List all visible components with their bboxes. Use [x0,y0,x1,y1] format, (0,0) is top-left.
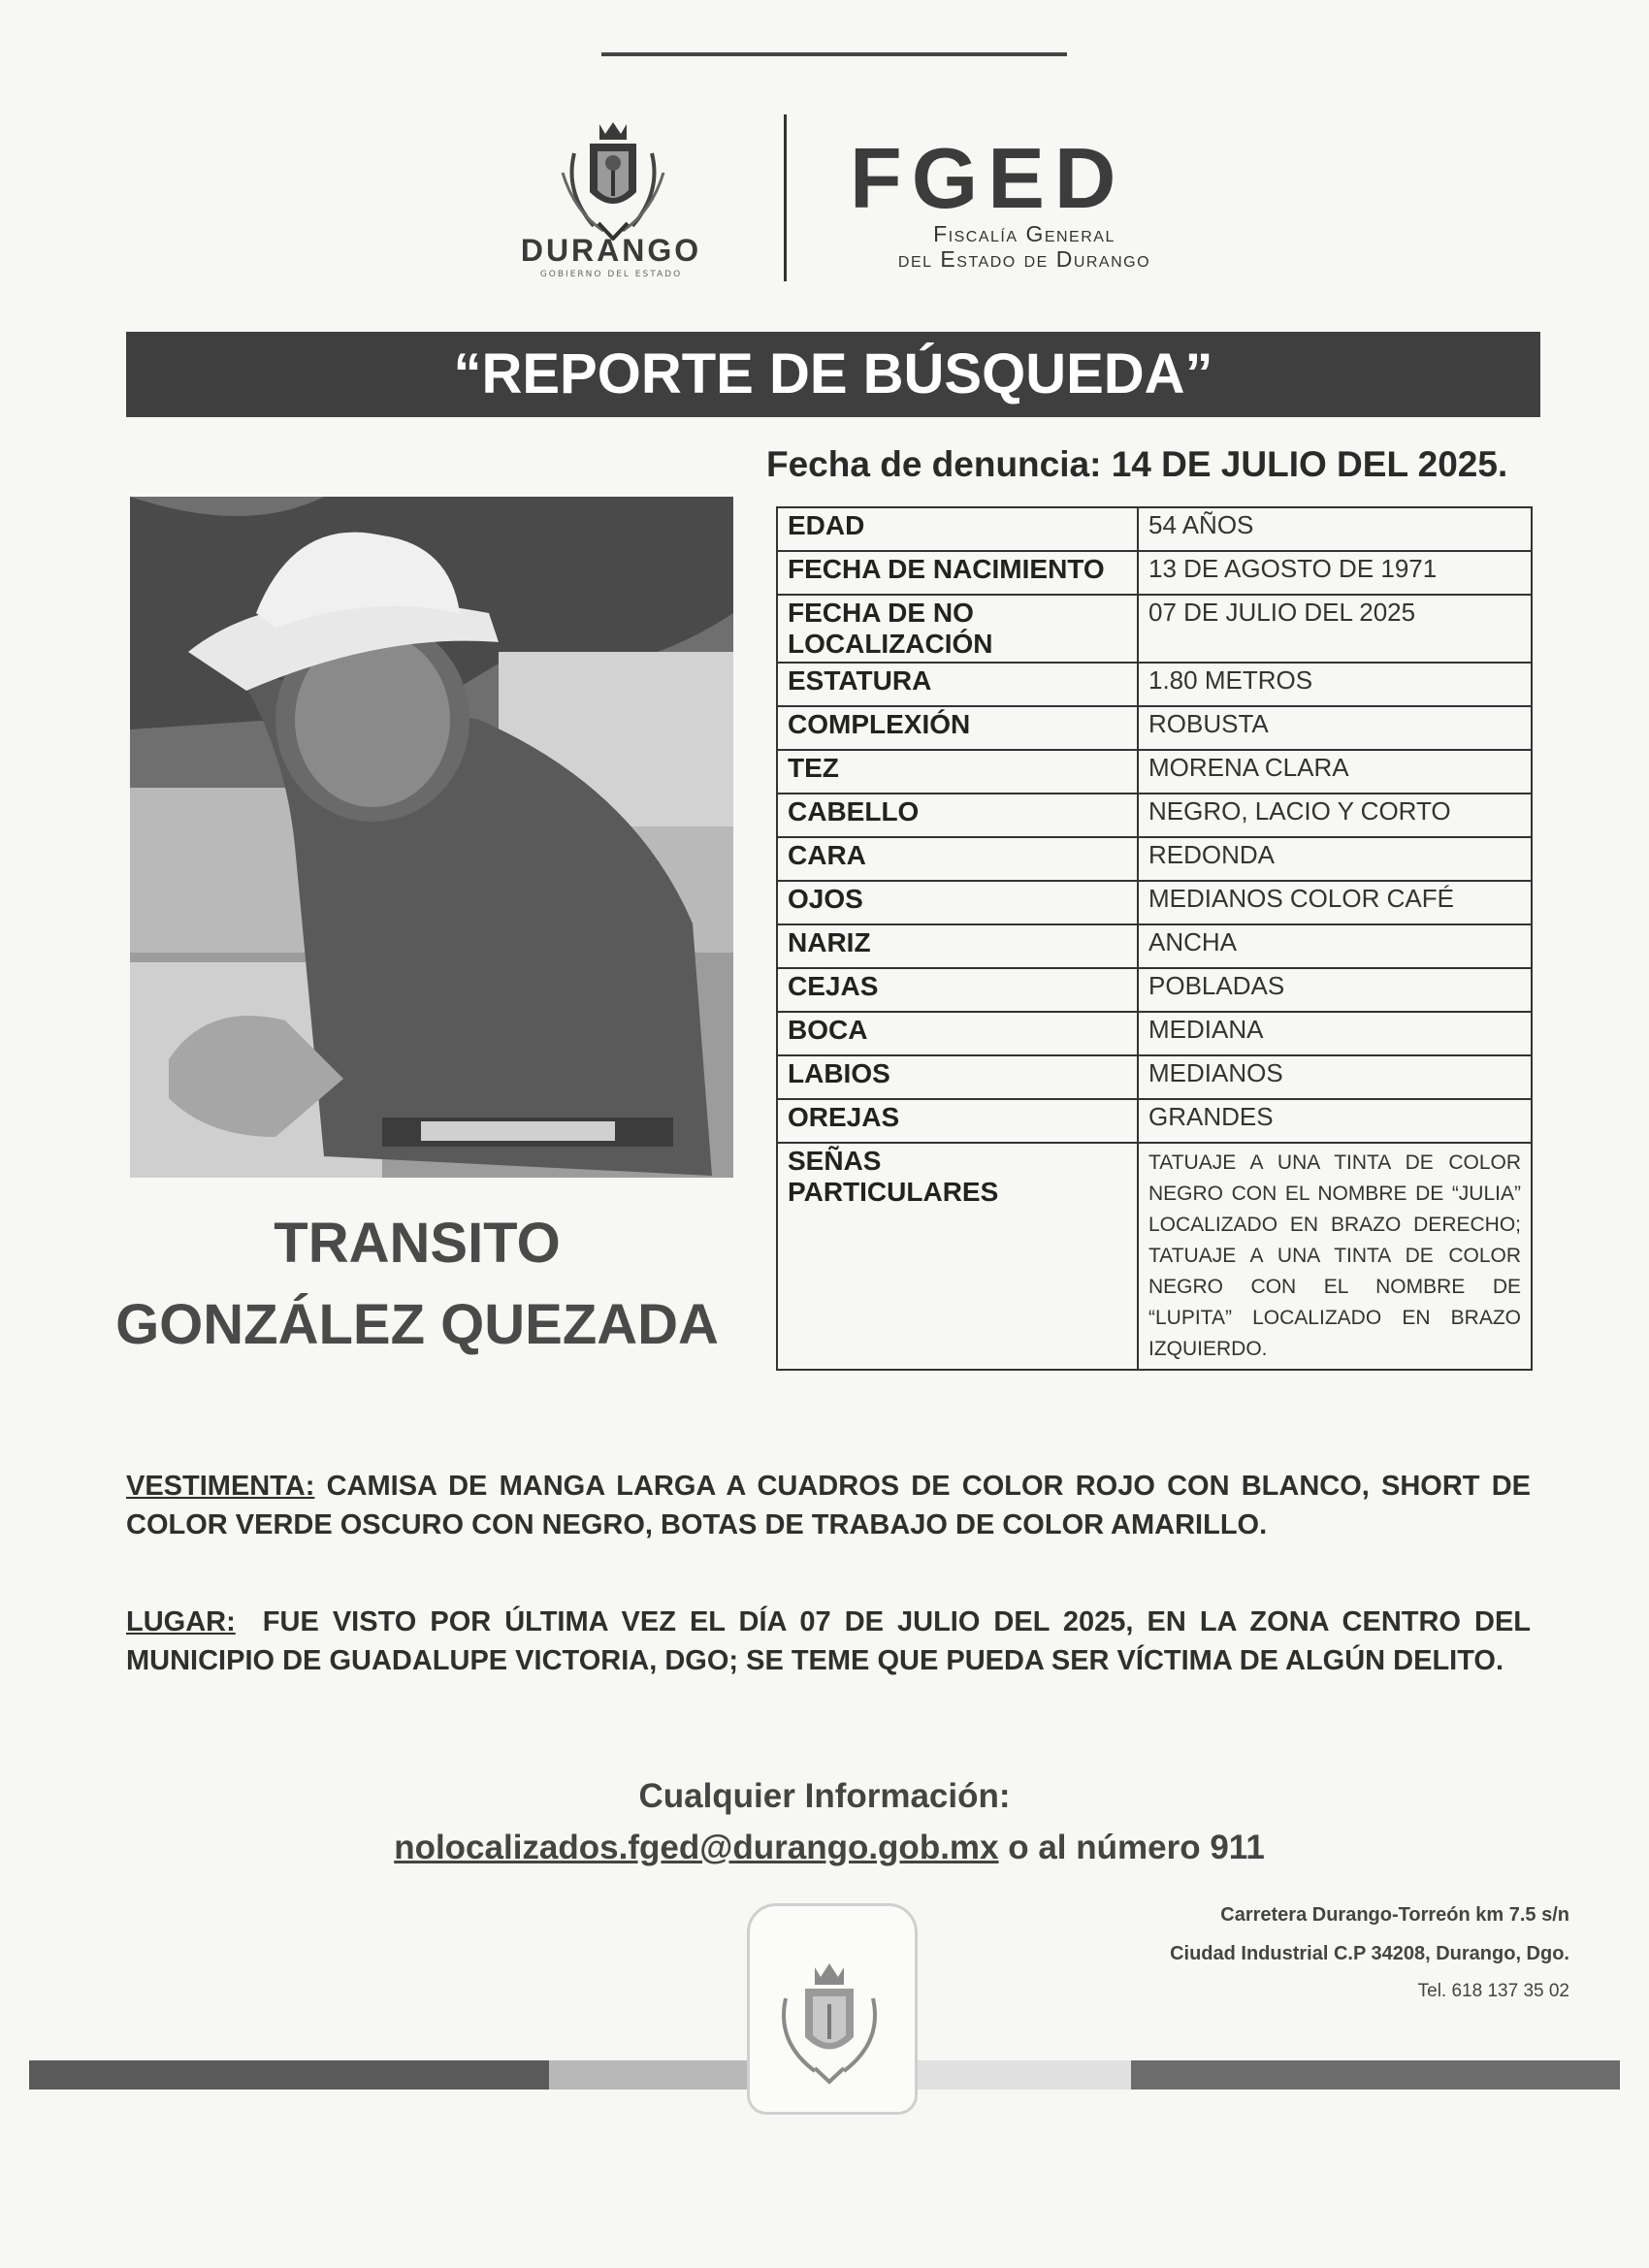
value-complexion: ROBUSTA [1138,706,1532,750]
contact-email-link[interactable]: nolocalizados.fged@durango.gob.mx [394,1829,999,1866]
label-senas-line1: SEÑAS [788,1146,882,1176]
label-cara: CARA [777,837,1138,881]
vestimenta-paragraph [126,1467,1531,1544]
contact-phone-text: o al número 911 [998,1829,1265,1866]
label-cabello: CABELLO [777,794,1138,837]
header-divider [784,114,787,281]
value-nariz: ANCHA [1138,924,1532,968]
durango-wordmark: DURANGO [520,233,702,268]
vestimenta-text: CAMISA DE MANGA LARGA A CUADROS DE COLOR ROJO CON BLANCO, SHORT DE COLOR VERDE OSCURO CON NEGRO, BOTAS DE TRABAJO DE COLOR AMARILLO. [126,1471,1531,1540]
row-tez [777,750,1532,794]
person-name [87,1203,747,1366]
value-estatura: 1.80 METROS [1138,663,1532,706]
label-estatura: ESTATURA [777,663,1138,706]
row-labios [777,1055,1532,1099]
row-orejas [777,1099,1532,1143]
footer-bar-segment [29,2060,549,2090]
address-tel: Tel. 618 137 35 02 [1417,1981,1569,2001]
lugar-text: FUE VISTO POR ÚLTIMA VEZ EL DÍA 07 DE JULIO DEL 2025, EN LA ZONA CENTRO DEL MUNICIPIO DE GUADALUPE VICTORIA, DGO; SE TEME QUE PUEDA SER VÍCTIMA DE ALGÚN DELITO. [126,1606,1539,1676]
durango-emblem-icon [555,114,671,241]
address-line1: Carretera Durango-Torreón km 7.5 s/n [1220,1904,1569,1926]
top-rule [601,52,1067,56]
agency-name-line1: Fiscalía General [933,221,1116,246]
value-ojos: MEDIANOS COLOR CAFÉ [1138,881,1532,924]
label-senas-particulares [777,1143,1138,1370]
lugar-label: LUGAR: [126,1606,236,1637]
lugar-paragraph [126,1603,1539,1680]
value-orejas: GRANDES [1138,1099,1532,1143]
row-cara [777,837,1532,881]
durango-seal-icon [766,1950,892,2086]
value-edad: 54 AÑOS [1138,507,1532,551]
label-edad: EDAD [777,507,1138,551]
label-ojos: OJOS [777,881,1138,924]
label-fecha-no-localizacion-line2: LOCALIZACIÓN [788,629,993,659]
durango-subtitle: GOBIERNO DEL ESTADO [539,270,683,279]
label-nariz: NARIZ [777,924,1138,968]
person-name-line1: TRANSITO [274,1212,561,1275]
label-complexion: COMPLEXIÓN [777,706,1138,750]
label-fecha-no-localizacion [777,595,1138,663]
description-table [776,506,1533,1371]
row-nariz [777,924,1532,968]
row-estatura [777,663,1532,706]
value-cejas: POBLADAS [1138,968,1532,1012]
missing-person-photo [130,497,733,1178]
row-fecha-no-localizacion [777,595,1532,663]
value-senas-particulares: TATUAJE A UNA TINTA DE COLOR NEGRO CON EL NOMBRE DE “JULIA” LOCALIZADO EN BRAZO DERECHO; TATUAJE A UNA TINTA DE COLOR NEGRO CON EL NOMBRE DE “LUPITA” LOCALIZADO EN BRAZO IZQUIERDO. [1138,1143,1532,1370]
label-labios: LABIOS [777,1055,1138,1099]
agency-name-line2: del Estado de Durango [897,246,1151,273]
value-labios: MEDIANOS [1138,1055,1532,1099]
row-senas-particulares [777,1143,1532,1370]
footer-bar-segment [1131,2060,1620,2090]
label-fecha-no-localizacion-line1: FECHA DE NO [788,598,974,628]
row-cabello [777,794,1532,837]
label-boca: BOCA [777,1012,1138,1055]
report-title-banner: “REPORTE DE BÚSQUEDA” [126,332,1540,417]
row-complexion [777,706,1532,750]
report-date: Fecha de denuncia: 14 DE JULIO DEL 2025. [766,444,1508,484]
value-tez: MORENA CLARA [1138,750,1532,794]
value-boca: MEDIANA [1138,1012,1532,1055]
label-tez: TEZ [777,750,1138,794]
contact-heading: Cualquier Información: [638,1777,1011,1815]
fged-logo-text: FGED [850,130,1126,226]
row-ojos [777,881,1532,924]
vestimenta-label: VESTIMENTA: [126,1471,315,1502]
contact-line [320,1829,1339,1867]
person-name-line2: GONZÁLEZ QUEZADA [115,1293,719,1356]
label-fecha-nacimiento: FECHA DE NACIMIENTO [777,551,1138,595]
label-orejas: OREJAS [777,1099,1138,1143]
value-fecha-nacimiento: 13 DE AGOSTO DE 1971 [1138,551,1532,595]
row-edad [777,507,1532,551]
address-line2: Ciudad Industrial C.P 34208, Durango, Dgo. [1170,1943,1569,1964]
row-fecha-nacimiento [777,551,1532,595]
row-cejas [777,968,1532,1012]
value-cara: REDONDA [1138,837,1532,881]
value-cabello: NEGRO, LACIO Y CORTO [1138,794,1532,837]
agency-name [850,221,1199,273]
label-cejas: CEJAS [777,968,1138,1012]
row-boca [777,1012,1532,1055]
label-senas-line2: PARTICULARES [788,1177,999,1207]
footer-bar-segment [918,2060,1131,2090]
value-fecha-no-localizacion: 07 DE JULIO DEL 2025 [1138,595,1532,663]
